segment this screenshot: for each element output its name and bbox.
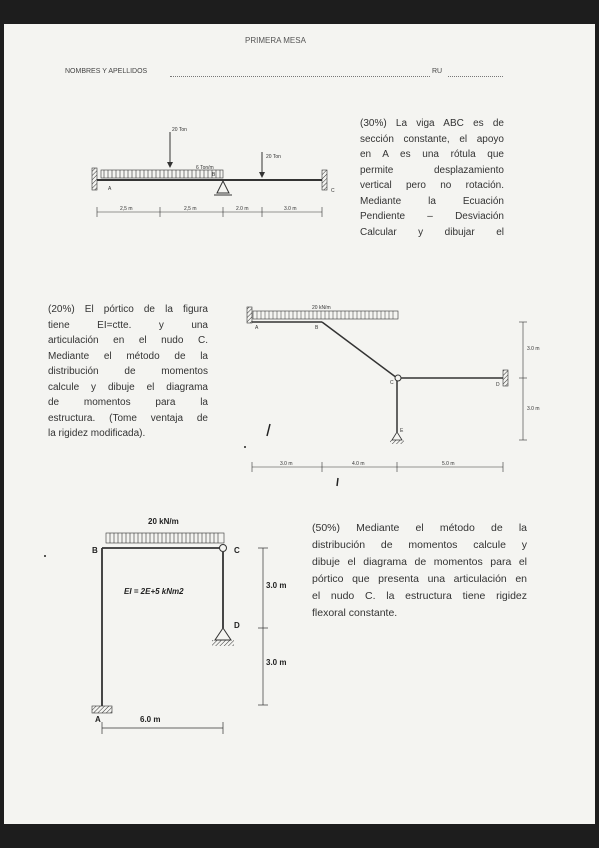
names-label: NOMBRES Y APELLIDOS xyxy=(65,68,148,75)
node-b-label: B xyxy=(212,172,216,178)
frame2-node-e: E xyxy=(400,428,404,434)
frame2-node-d: D xyxy=(496,382,500,388)
frame3-diagram xyxy=(44,517,286,734)
frame2-load-label: 20 kN/m xyxy=(312,305,331,311)
frame2-dim-h2: 4.0 m xyxy=(352,461,365,467)
page-title: PRIMERA MESA xyxy=(245,36,306,45)
ru-label: RU xyxy=(432,68,443,75)
dim2-label: 2,5 m xyxy=(184,206,197,212)
frame2-diagram xyxy=(244,305,540,486)
frame3-node-a: A xyxy=(95,715,101,724)
dim4-label: 3.0 m xyxy=(284,206,297,212)
frame2-dim-h3: 5.0 m xyxy=(442,461,455,467)
frame3-dim-v2: 3.0 m xyxy=(266,658,287,667)
load1-label: 20 Ton xyxy=(172,127,187,133)
dim3-label: 2.0 m xyxy=(236,206,249,212)
frame2-dim-h1: 3.0 m xyxy=(280,461,293,467)
frame3-dim-h: 6.0 m xyxy=(140,715,161,724)
frame2-dim-v1: 3.0 m xyxy=(527,346,540,352)
load2-label: 20 Ton xyxy=(266,154,281,160)
frame3-node-d: D xyxy=(234,621,240,630)
beam-diagram xyxy=(92,127,335,217)
dim1-label: 2,5 m xyxy=(120,206,133,212)
problem1-text: (30%) La viga ABC es de sección constante, el apoyo en A es una rótula que permite desplazamiento vertical pero no rotación. Mediante la Ecuación Pendiente – Desviación Calcular y dibujar el xyxy=(360,118,504,238)
node-a-label: A xyxy=(108,186,112,192)
frame2-node-a: A xyxy=(255,325,259,331)
frame3-dim-v1: 3.0 m xyxy=(266,581,287,590)
frame3-node-b: B xyxy=(92,546,98,555)
frame2-dim-v2: 3.0 m xyxy=(527,406,540,412)
frame3-node-c: C xyxy=(234,546,240,555)
frame3-load-label: 20 kN/m xyxy=(148,517,179,526)
frame3-ei-label: EI = 2E+5 kNm2 xyxy=(124,587,184,596)
node-c-label: C xyxy=(331,188,335,194)
frame2-node-c: C xyxy=(390,380,394,386)
problem2-text: (20%) El pórtico de la figura tiene EI=ctte. y una articulación en el nudo C. Mediante el método de la distribución de momentos calcule y dibuje el diagrama de momentos para la estructura. (Tome ventaja de la rigidez modificada). xyxy=(48,304,208,439)
problem3-text: (50%) Mediante el método de la distribución de momentos calcule y dibuje el diagrama de momentos para el pórtico que presenta una articulación en el nudo C. la estructura tiene rigidez flexoral constante. xyxy=(312,522,527,619)
dist-load-label: 6 Ton/m xyxy=(196,165,214,171)
frame2-node-b: B xyxy=(315,325,319,331)
